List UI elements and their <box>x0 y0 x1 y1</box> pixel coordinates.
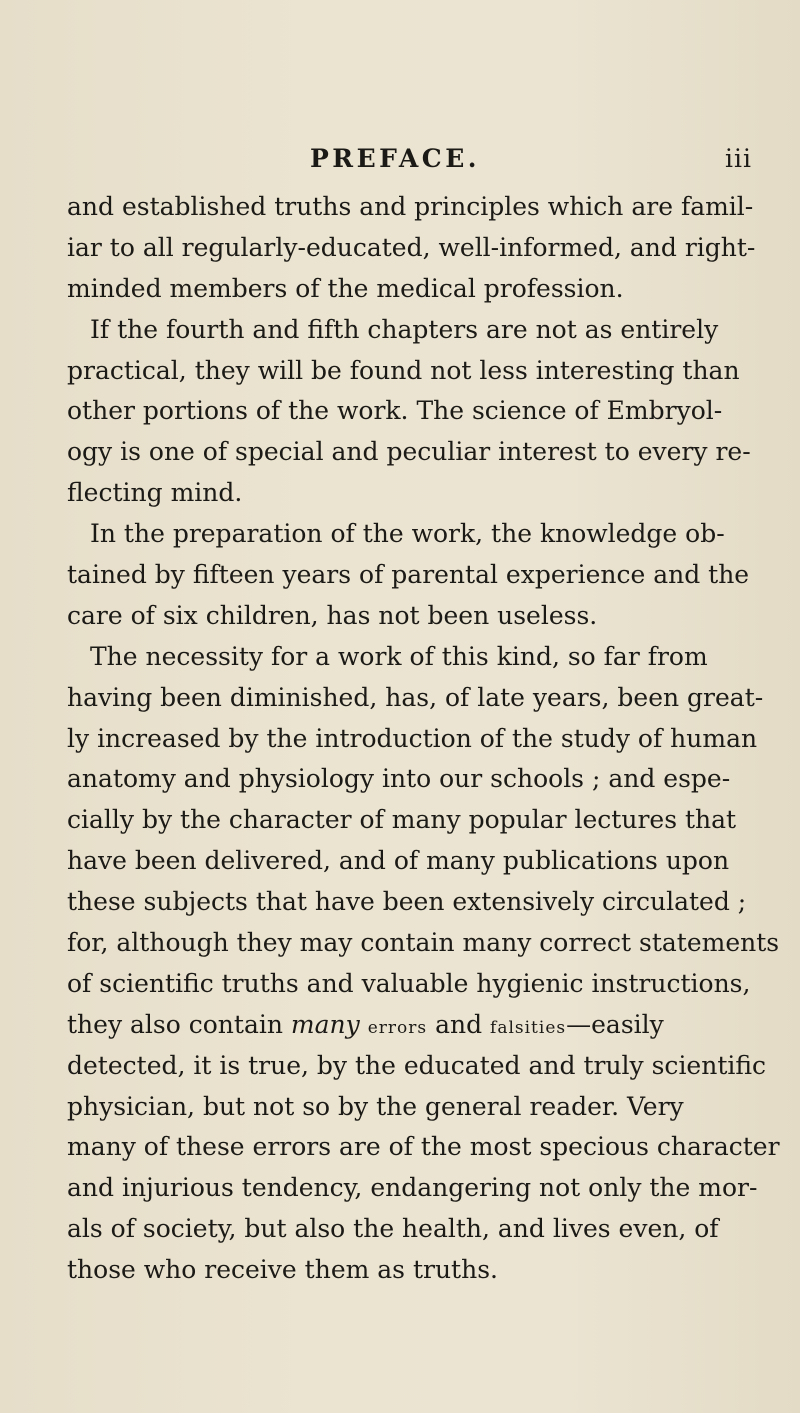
text-line: have been delivered, and of many publications upon <box>67 846 730 876</box>
text-line: those who receive them as truths. <box>67 1255 498 1285</box>
text-line: ogy is one of special and peculiar interest to every re- <box>67 437 751 467</box>
text-line-mixed <box>67 1005 761 1046</box>
text-line: flecting mind. <box>67 478 243 508</box>
text-line: iar to all regularly-educated, well-informed, and right- <box>67 232 756 262</box>
text-line: tained by fifteen years of parental experience and the <box>67 560 750 590</box>
page-header <box>0 140 800 180</box>
paragraph-start-line: The necessity for a work of this kind, so far from <box>90 641 708 671</box>
small-caps-emphasis: errors <box>367 1017 428 1038</box>
text-line: for, although they may contain many correct statements <box>67 928 780 958</box>
text-run: they also contain <box>67 1009 283 1039</box>
paragraph-start-line: In the preparation of the work, the knowledge ob- <box>90 519 725 549</box>
text-line: and injurious tendency, endangering not only the mor- <box>67 1173 758 1203</box>
text-line: physician, but not so by the general reader. Very <box>67 1091 684 1121</box>
text-line: als of society, but also the health, and lives even, of <box>67 1214 719 1244</box>
text-line: these subjects that have been extensively circulated ; <box>67 887 747 917</box>
text-line: having been diminished, has, of late years, been great- <box>67 682 764 712</box>
text-line: many of these errors are of the most specious character <box>67 1132 780 1162</box>
text-line: of scientific truths and valuable hygienic instructions, <box>67 968 751 998</box>
text-line: practical, they will be found not less interesting than <box>67 355 740 385</box>
text-line: other portions of the work. The science of Embryol- <box>67 396 723 426</box>
text-line: care of six children, has not been useless. <box>67 600 598 630</box>
text-line: detected, it is true, by the educated and truly scientific <box>67 1050 767 1080</box>
text-run: and <box>435 1009 483 1039</box>
preface-text <box>67 187 780 1291</box>
page-number: iii <box>725 144 752 173</box>
running-head: PREFACE. <box>310 144 480 173</box>
small-caps-emphasis: falsities <box>490 1017 567 1038</box>
text-line: ly increased by the introduction of the study of human <box>67 723 758 753</box>
text-run: —easily <box>566 1009 664 1039</box>
text-line: minded members of the medical profession. <box>67 273 624 303</box>
paragraph-start-line: If the fourth and fifth chapters are not as entirely <box>90 314 719 344</box>
text-line: anatomy and physiology into our schools ; and espe- <box>67 764 731 794</box>
text-line: cially by the character of many popular lectures that <box>67 805 737 835</box>
text-line: and established truths and principles which are famil- <box>67 192 754 221</box>
italic-emphasis: many <box>290 1009 360 1039</box>
